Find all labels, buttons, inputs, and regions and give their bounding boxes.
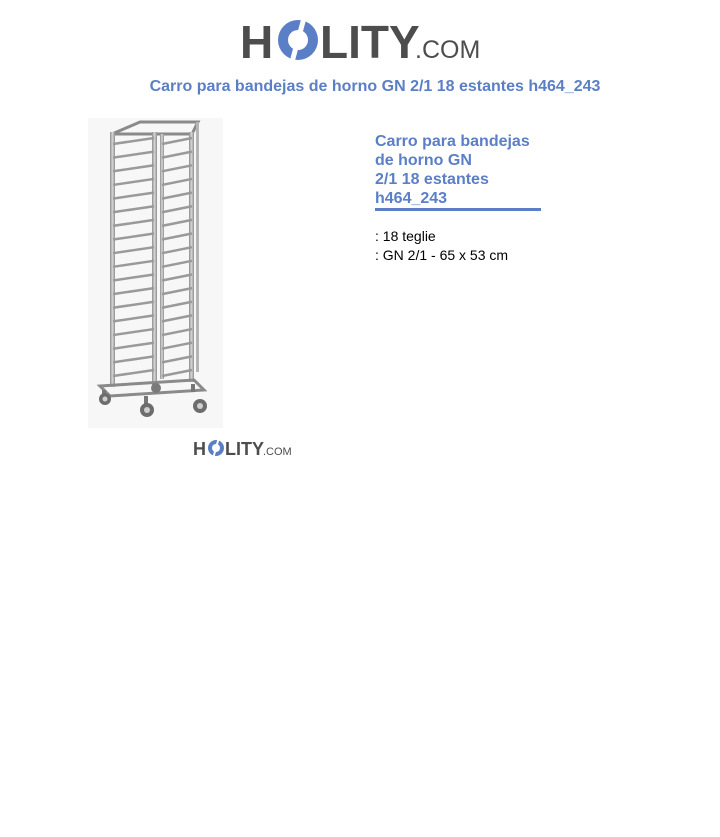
- page-title: Carro para bandejas de horno GN 2/1 18 estantes h464_243: [149, 78, 601, 95]
- logo-domain: .COM: [415, 36, 480, 64]
- product-title-line: h464_243: [375, 190, 448, 207]
- logo-letter-h: H: [240, 16, 274, 65]
- logo-graphic: [240, 13, 480, 65]
- product-info: [375, 132, 545, 265]
- footer-logo-letter-h: H: [193, 439, 206, 459]
- logo-o-icon: [278, 18, 318, 62]
- footer-logo-word-lity: LITY: [225, 439, 264, 459]
- wheel-icon: [151, 383, 161, 393]
- product-title-line: de horno GN: [375, 152, 472, 169]
- spec-capacity: : 18 teglie: [375, 228, 436, 244]
- footer-logo-o-icon: [208, 439, 224, 457]
- footer-logo-graphic: [193, 437, 293, 459]
- product-image: [88, 118, 223, 428]
- footer-logo: [193, 437, 293, 459]
- footer-logo-domain: .COM: [263, 446, 292, 458]
- product-title-line: 2/1 18 estantes: [375, 171, 489, 188]
- site-logo[interactable]: [240, 13, 480, 65]
- logo-word-lity: LITY: [320, 16, 420, 65]
- product-specs: [375, 227, 545, 265]
- product-title-line: Carro para bandejas: [375, 133, 530, 150]
- product-title: [375, 132, 541, 211]
- trolley-rack-image: [88, 118, 223, 428]
- spec-dimensions: : GN 2/1 - 65 x 53 cm: [375, 247, 509, 263]
